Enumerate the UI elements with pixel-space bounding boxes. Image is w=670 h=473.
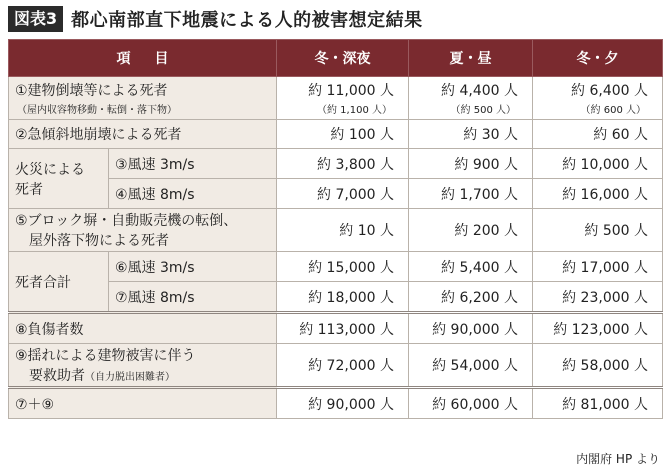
cell-value [409, 77, 533, 120]
header-winter-night: 冬・深夜 [277, 40, 409, 77]
table-row [9, 120, 663, 149]
cell-value: 約 60,000 人 [409, 388, 533, 419]
cell-value: 約 5,400 人 [409, 252, 533, 282]
header-winter-evening: 冬・夕 [533, 40, 663, 77]
cell-value: 約 54,000 人 [409, 344, 533, 388]
row-group-fire: 火災による死者 [9, 149, 109, 209]
cell-value: 約 90,000 人 [277, 388, 409, 419]
row-label-fire-3ms: ③風速 3m/s [109, 149, 277, 179]
cell-value: 約 113,000 人 [277, 313, 409, 344]
table-row [9, 77, 663, 120]
cell-value: 約 6,200 人 [409, 282, 533, 313]
cell-value: 約 23,000 人 [533, 282, 663, 313]
table-row [9, 388, 663, 419]
table-header-row [9, 40, 663, 77]
label-subtext: （屋内収容物移動・転倒・落下物） [17, 105, 177, 116]
cell-value: 約 16,000 人 [533, 179, 663, 209]
value-text: 約 11,000 人 [308, 83, 394, 99]
row-label-total-3ms: ⑥風速 3m/s [109, 252, 277, 282]
row-label-building [9, 77, 277, 120]
casualty-table [8, 39, 663, 419]
cell-value: 約 15,000 人 [277, 252, 409, 282]
cell-value: 約 10 人 [277, 209, 409, 252]
figure-title-bar [8, 6, 423, 32]
row-label-sum: ⑦＋⑨ [9, 388, 277, 419]
table-row [9, 344, 663, 388]
table-row [9, 149, 663, 179]
row-group-total: 死者合計 [9, 252, 109, 313]
value-subtext: （約 500 人） [450, 105, 516, 116]
cell-value: 約 10,000 人 [533, 149, 663, 179]
cell-value: 約 1,700 人 [409, 179, 533, 209]
value-text: 約 6,400 人 [571, 83, 648, 99]
cell-value: 約 30 人 [409, 120, 533, 149]
label-line-1: ⑤ブロック塀・自動販売機の転倒、 [15, 213, 238, 229]
row-label-injured: ⑧負傷者数 [9, 313, 277, 344]
cell-value: 約 100 人 [277, 120, 409, 149]
label-line-1: ⑨揺れによる建物被害に伴う [15, 348, 196, 364]
cell-value: 約 900 人 [409, 149, 533, 179]
cell-value: 約 58,000 人 [533, 344, 663, 388]
row-label-rescue [9, 344, 277, 388]
source-note: 内閣府 HP より [576, 452, 660, 466]
row-label-total-8ms: ⑦風速 8m/s [109, 282, 277, 313]
cell-value: 約 500 人 [533, 209, 663, 252]
label-line-2-sub: （自力脱出困難者） [85, 372, 175, 383]
cell-value: 約 72,000 人 [277, 344, 409, 388]
cell-value: 約 17,000 人 [533, 252, 663, 282]
header-summer-noon: 夏・昼 [409, 40, 533, 77]
cell-value: 約 18,000 人 [277, 282, 409, 313]
figure-title: 都心南部直下地震による人的被害想定結果 [71, 10, 423, 31]
figure-badge: 図表3 [8, 6, 63, 32]
cell-value: 約 7,000 人 [277, 179, 409, 209]
row-label-slope: ②急傾斜地崩壊による死者 [9, 120, 277, 149]
value-subtext: （約 1,100 人） [317, 105, 392, 116]
cell-value [533, 77, 663, 120]
label-line-2: 屋外落下物による死者 [29, 233, 169, 249]
label-line-2: 要救助者 [29, 368, 85, 384]
cell-value: 約 81,000 人 [533, 388, 663, 419]
cell-value: 約 90,000 人 [409, 313, 533, 344]
row-label-fire-8ms: ④風速 8m/s [109, 179, 277, 209]
table-row [9, 209, 663, 252]
row-label-block [9, 209, 277, 252]
header-item: 項目 [9, 40, 277, 77]
label-text: ①建物倒壊等による死者 [15, 83, 168, 99]
table-row [9, 252, 663, 282]
value-subtext: （約 600 人） [580, 105, 646, 116]
cell-value: 約 200 人 [409, 209, 533, 252]
value-text: 約 4,400 人 [441, 83, 518, 99]
cell-value: 約 3,800 人 [277, 149, 409, 179]
cell-value: 約 60 人 [533, 120, 663, 149]
cell-value [277, 77, 409, 120]
cell-value: 約 123,000 人 [533, 313, 663, 344]
table-row [9, 313, 663, 344]
